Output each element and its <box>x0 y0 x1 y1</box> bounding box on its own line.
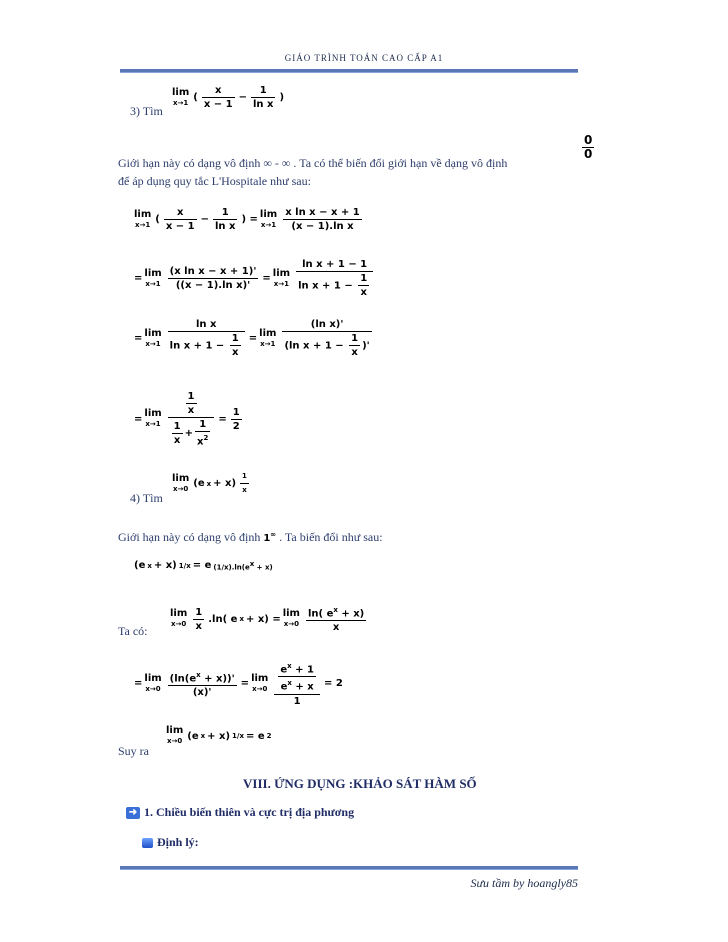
footer-credit: Sưu tầm by hoangly85 <box>470 876 578 890</box>
subsection-title: ➜ 1. Chiều biến thiên và cực trị địa phương <box>126 805 354 820</box>
ex4-suyra: Suy ra <box>118 744 149 758</box>
ex4-intro: Giới hạn này có dạng vô định 1∞ . Ta biến đổi như sau: <box>118 530 383 544</box>
ex4-step2: lim x→0 $\frac{1}{x}$ .ln( e x + x) = lim x→0 $\frac{\ln( e^x + x)}{x}$ <box>170 606 365 634</box>
ex3-step2: = lim x→1 $\frac{\text{(x ln x − x + 1)'}}{\text{((x − 1).ln x)'}}$ = lim x→1 ln x + 1 − 1 ln x + 1 − $\frac{1}{x}$ <box>134 258 375 299</box>
ex4-limit-expression: lim x→0 (e x + x) $\frac{1}{x}$ <box>172 472 247 494</box>
square-bullet-icon <box>142 838 153 848</box>
ex4-step1: (e x + x) 1/x = e $(1/x).\ln(e^x + x)$ <box>134 560 273 572</box>
zero-over-zero: $\frac{0}{0}$ <box>584 133 593 161</box>
ex3-intro-line2: để áp dụng quy tắc L'Hospitale như sau: <box>118 174 311 188</box>
header-rule <box>120 69 578 73</box>
ex3-label: 3) Tìm <box>130 104 163 118</box>
ex3-step4: = lim x→1 $\frac{1}{x}$ $\frac{1}{x}$ + $\frac{1}{x^2}$ = $\frac{1}{2}$ <box>134 391 240 448</box>
ex3-step1: lim x→1 ( $\frac{x}{x - 1}$ − $\frac{1}{\text{ln x}}$ ) = lim x→1 $\frac{\text{x ln x − x + 1}}{\text{(x − 1).ln x}}$ <box>134 207 360 232</box>
ex4-step3: = lim x→0 $\frac{(\ln(e^x + x))'}{(x)'}$ = lim x→0 $\frac{\frac{e^x + 1}{e^x + x}}{1}$ = 2 <box>134 662 343 707</box>
section-title: VIII. ỨNG DỤNG :KHẢO SÁT HÀM SỐ <box>243 776 477 791</box>
ex4-result: lim x→0 (e x + x) 1/x = e 2 <box>166 725 272 745</box>
page-header: GIÁO TRÌNH TOÁN CAO CẤP A1 <box>284 53 444 63</box>
theorem-label: Định lý: <box>142 835 199 850</box>
ex3-limit-expression: lim x→1 ( $\frac{x}{x - 1}$ − $\frac{1}{\text{ln x}}$ ) <box>172 85 285 110</box>
arrow-bullet-icon: ➜ <box>126 807 140 819</box>
ex3-intro-line1: Giới hạn này có dạng vô định ∞ - ∞ . Ta có thể biến đổi giới hạn về dạng vô định <box>118 156 508 170</box>
ex4-taco: Ta có: <box>118 624 148 638</box>
footer-rule <box>120 866 578 870</box>
ex4-label: 4) Tìm <box>130 491 163 505</box>
ex3-step3: = lim x→1 ln x ln x + 1 − $\frac{1}{x}$ = lim x→1 (ln x)' (ln x + 1 − $\frac{1}{x}$ )' <box>134 319 370 358</box>
